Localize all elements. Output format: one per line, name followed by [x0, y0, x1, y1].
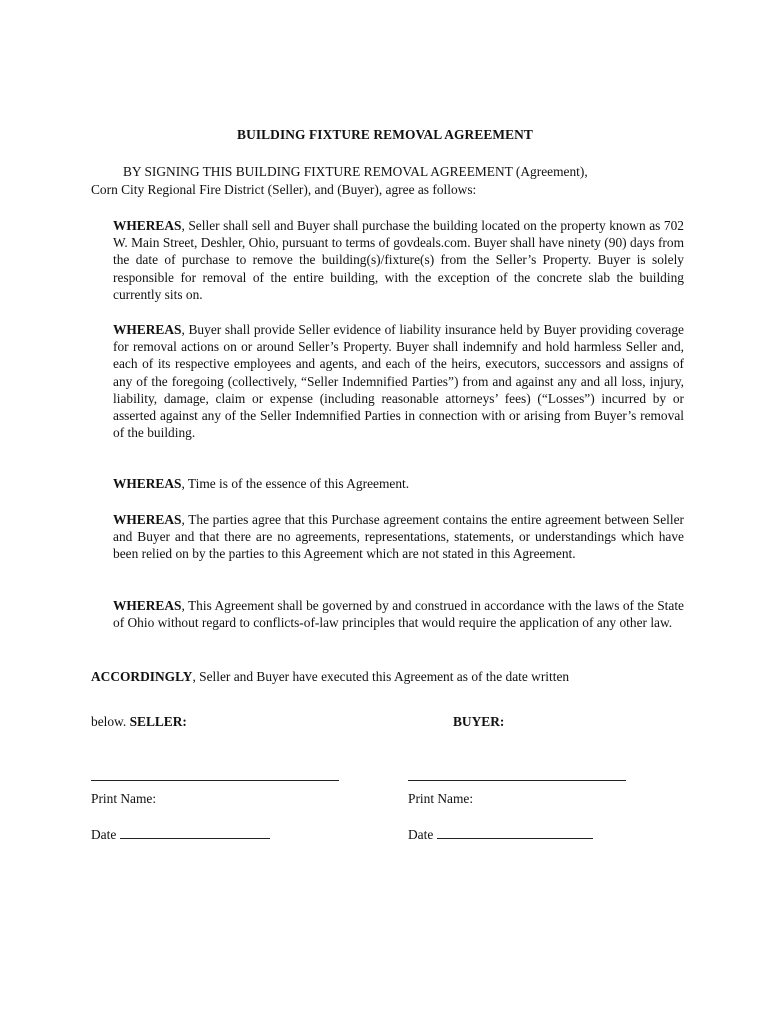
clause-text: , Buyer shall provide Seller evidence of liability insurance held by Buyer providing coverage for removal actions on or around Seller’s Property. Buyer shall indemnify and hold harmless Seller and, each of its respective employees and agents, and each of the heirs, executors, successors and assigns of any of the foregoing (collectively, “Seller Indemnified Parties”) from and against any and all loss, injury, liability, damage, claim or expense (including reasonable attorneys’ fees) (“Losses”) incurred by or asserted against any of the Seller Indemnified Parties in connection with or arising from Buyer’s removal of the building. [113, 322, 684, 441]
buyer-label: BUYER: [453, 714, 505, 729]
buyer-print-name-label: Print Name: [408, 791, 474, 806]
whereas-label: WHEREAS [113, 218, 182, 233]
whereas-label: WHEREAS [113, 322, 182, 337]
whereas-label: WHEREAS [113, 476, 182, 491]
whereas-clause-2 [113, 321, 684, 441]
intro-line-2: Corn City Regional Fire District (Seller), and (Buyer), agree as follows: [91, 182, 477, 197]
whereas-label: WHEREAS [113, 598, 182, 613]
whereas-clause-1 [113, 217, 684, 303]
buyer-date-line[interactable] [437, 826, 593, 839]
clause-text: , Time is of the essence of this Agreement. [181, 476, 410, 491]
intro-line-1: BY SIGNING THIS BUILDING FIXTURE REMOVAL AGREEMENT (Agreement), [123, 164, 588, 179]
clause-text: , Seller shall sell and Buyer shall purchase the building located on the property known as 702 W. Main Street, Deshler, Ohio, pursuant to terms of govdeals.com. Buyer shall have ninety (90) days from the date of purchase to remove the building(s)/fixture(s) from the Seller’s Property. Buyer is solely responsible for removal of the entire building, with the exception of the concrete slab the building currently sits on. [113, 218, 684, 302]
whereas-label: WHEREAS [113, 512, 182, 527]
clause-text: , The parties agree that this Purchase agreement contains the entire agreement between Seller and Buyer and that there are no agreements, representations, statements, or understandings which have been relied on by the parties to this Agreement which are not stated in this Agreement. [113, 512, 684, 562]
seller-date-field [91, 826, 270, 844]
whereas-clause-4 [113, 511, 684, 563]
seller-date-label: Date [91, 827, 117, 842]
accordingly-text: , Seller and Buyer have executed this Agreement as of the date written [192, 669, 570, 684]
intro-paragraph [91, 163, 691, 199]
seller-signature-line[interactable] [91, 780, 339, 781]
buyer-signature-line[interactable] [408, 780, 626, 781]
document-title: BUILDING FIXTURE REMOVAL AGREEMENT [237, 127, 533, 142]
clause-text: , This Agreement shall be governed by and construed in accordance with the laws of the State of Ohio without regard to conflicts-of-law principles that would require the application of any other law. [113, 598, 684, 631]
below-text: below. [91, 714, 127, 729]
whereas-clause-3 [113, 475, 684, 492]
buyer-date-label: Date [408, 827, 434, 842]
seller-date-line[interactable] [120, 826, 270, 839]
accordingly-label: ACCORDINGLY [91, 669, 193, 684]
seller-heading [91, 713, 187, 731]
whereas-clause-5 [113, 597, 684, 631]
seller-label: SELLER: [129, 714, 187, 729]
buyer-date-field [408, 826, 593, 844]
seller-print-name-label: Print Name: [91, 791, 157, 806]
accordingly-paragraph [91, 668, 691, 686]
